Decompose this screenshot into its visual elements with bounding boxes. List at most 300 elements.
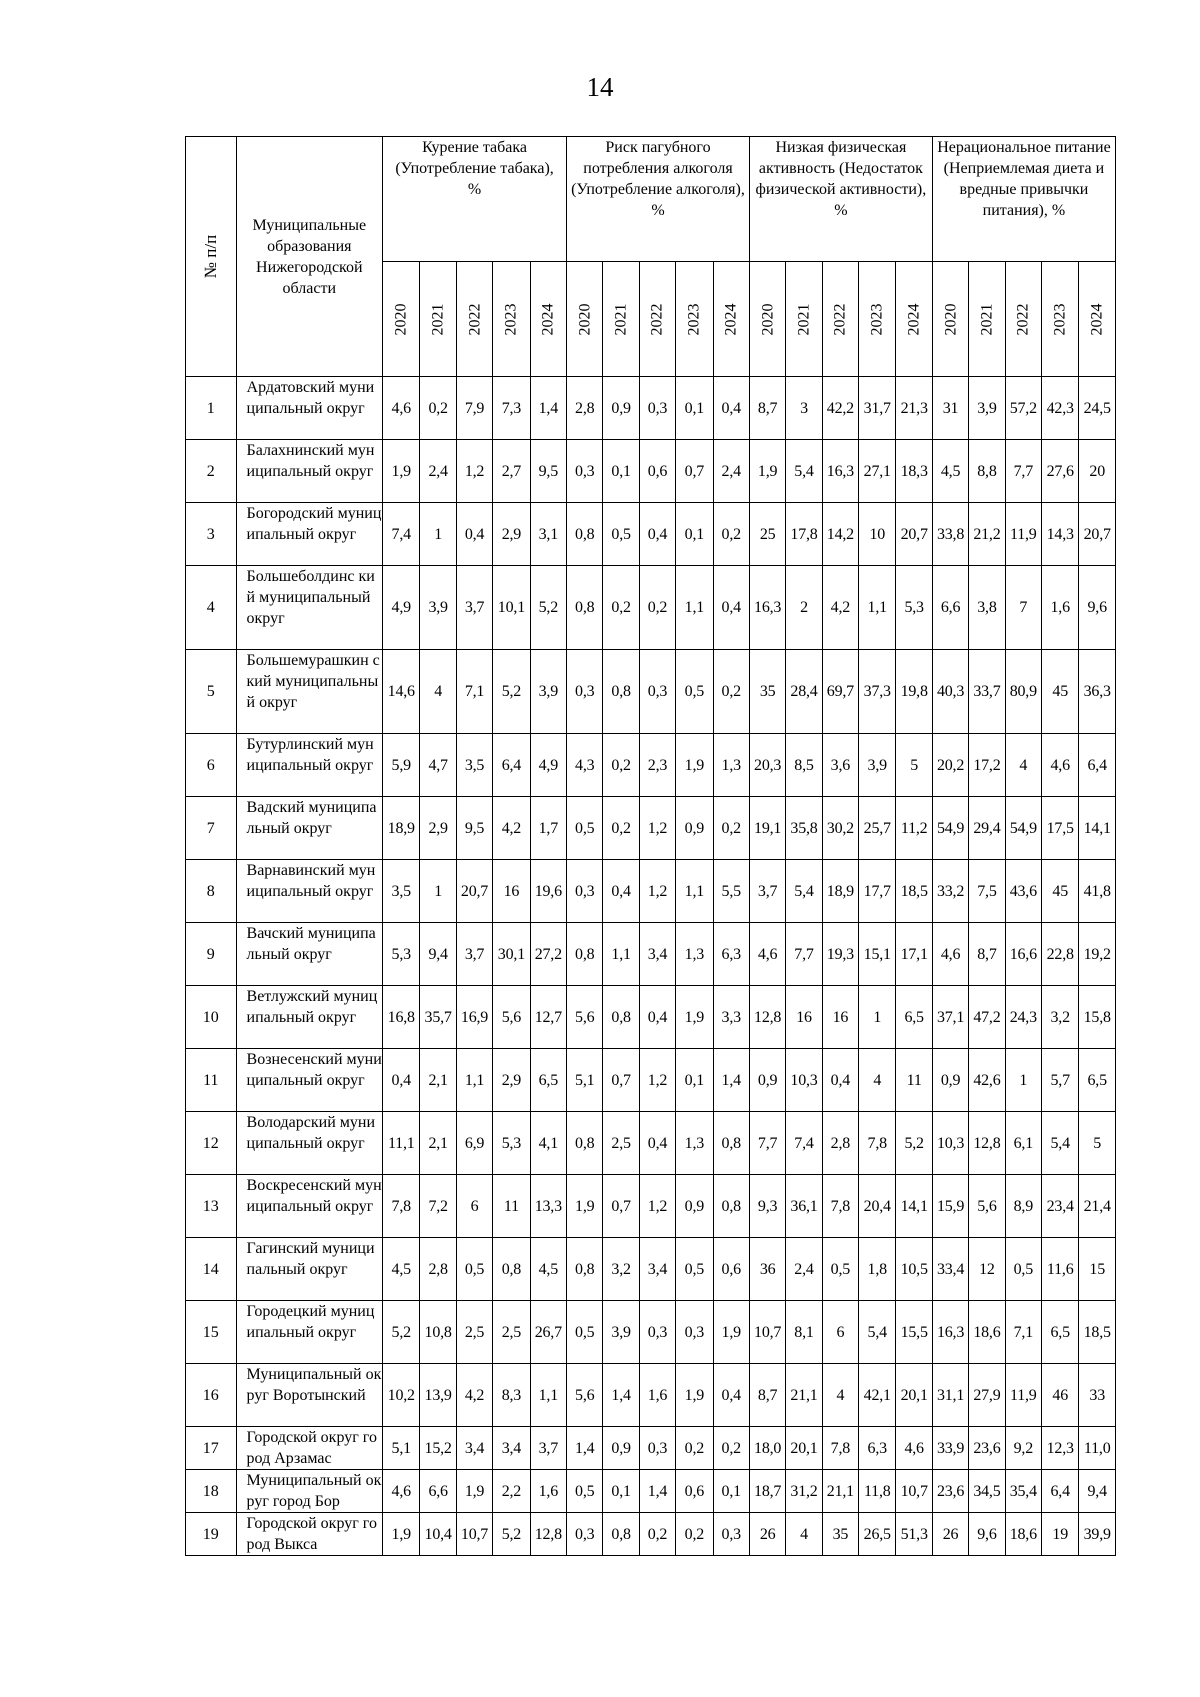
value-cell: 18,9 [822,860,858,923]
value-cell: 10,3 [932,1112,968,1175]
value-cell: 12,8 [530,1513,566,1556]
value-cell: 0,5 [1005,1238,1041,1301]
value-cell: 0,1 [713,1470,749,1513]
value-cell: 0,2 [676,1513,713,1556]
header-num: № п/п [186,137,237,377]
value-cell: 0,1 [676,1049,713,1112]
value-cell: 9,6 [969,1513,1005,1556]
value-cell: 36 [749,1238,785,1301]
value-cell: 1,3 [676,1112,713,1175]
value-cell: 33,8 [932,503,968,566]
header-year: 2024 [713,262,749,377]
value-cell: 29,4 [969,797,1005,860]
value-cell: 10,1 [493,566,530,650]
value-cell: 39,9 [1079,1513,1116,1556]
value-cell: 3,9 [859,734,896,797]
value-cell: 24,3 [1005,986,1041,1049]
value-cell: 12,7 [530,986,566,1049]
value-cell: 14,6 [383,650,420,734]
value-cell: 2,2 [493,1470,530,1513]
value-cell: 47,2 [969,986,1005,1049]
value-cell: 1,9 [676,986,713,1049]
value-cell: 35 [822,1513,858,1556]
value-cell: 5,6 [969,1175,1005,1238]
municipality-name: Володарский муниципальный округ [236,1112,383,1175]
value-cell: 11,6 [1042,1238,1079,1301]
value-cell: 42,3 [1042,377,1079,440]
value-cell: 6,4 [493,734,530,797]
value-cell: 4 [786,1513,822,1556]
row-number: 12 [186,1112,237,1175]
value-cell: 25 [749,503,785,566]
value-cell: 27,1 [859,440,896,503]
value-cell: 5,1 [383,1427,420,1470]
municipality-name: Ардатовский муниципальный округ [236,377,383,440]
row-number: 10 [186,986,237,1049]
value-cell: 1,3 [713,734,749,797]
value-cell: 0,2 [713,797,749,860]
header-year: 2021 [603,262,639,377]
value-cell: 1,9 [383,440,420,503]
table-row [186,797,1116,860]
value-cell: 5,2 [493,650,530,734]
value-cell: 11,2 [896,797,932,860]
value-cell: 3,7 [456,566,492,650]
value-cell: 13,9 [420,1364,456,1427]
header-year: 2022 [639,262,675,377]
value-cell: 6,5 [530,1049,566,1112]
value-cell: 3,5 [383,860,420,923]
value-cell: 0,3 [639,1301,675,1364]
value-cell: 2,4 [786,1238,822,1301]
value-cell: 20,1 [896,1364,932,1427]
value-cell: 6 [822,1301,858,1364]
value-cell: 0,9 [603,1427,639,1470]
value-cell: 1 [420,860,456,923]
table-row [186,860,1116,923]
value-cell: 36,1 [786,1175,822,1238]
value-cell: 45 [1042,650,1079,734]
value-cell: 1,2 [639,1049,675,1112]
row-number: 9 [186,923,237,986]
value-cell: 18,6 [1005,1513,1041,1556]
value-cell: 1,4 [713,1049,749,1112]
value-cell: 0,1 [603,440,639,503]
table-row [186,1513,1116,1556]
value-cell: 4,6 [749,923,785,986]
value-cell: 19,2 [1079,923,1116,986]
municipality-name: Городской округ город Арзамас [236,1427,383,1470]
value-cell: 2,9 [493,1049,530,1112]
value-cell: 5,7 [1042,1049,1079,1112]
value-cell: 1 [420,503,456,566]
value-cell: 0,7 [603,1049,639,1112]
value-cell: 37,1 [932,986,968,1049]
value-cell: 10,7 [896,1470,932,1513]
value-cell: 4,2 [456,1364,492,1427]
value-cell: 10,4 [420,1513,456,1556]
value-cell: 5,3 [493,1112,530,1175]
table-row [186,440,1116,503]
value-cell: 10 [859,503,896,566]
municipality-name: Муниципальный округ город Бор [236,1470,383,1513]
value-cell: 11,1 [383,1112,420,1175]
value-cell: 0,3 [639,1427,675,1470]
value-cell: 23,6 [932,1470,968,1513]
row-number: 1 [186,377,237,440]
value-cell: 6,6 [420,1470,456,1513]
table-row [186,566,1116,650]
value-cell: 2,8 [567,377,603,440]
value-cell: 6,5 [896,986,932,1049]
value-cell: 0,9 [676,797,713,860]
table-row [186,503,1116,566]
value-cell: 8,7 [969,923,1005,986]
value-cell: 4,7 [420,734,456,797]
value-cell: 0,8 [493,1238,530,1301]
header-year: 2024 [530,262,566,377]
value-cell: 6,6 [932,566,968,650]
value-cell: 0,4 [639,1112,675,1175]
value-cell: 8,7 [749,1364,785,1427]
value-cell: 7,1 [456,650,492,734]
value-cell: 2,4 [713,440,749,503]
value-cell: 26 [932,1513,968,1556]
value-cell: 6,5 [1079,1049,1116,1112]
value-cell: 1,2 [639,797,675,860]
value-cell: 16,3 [822,440,858,503]
value-cell: 4,6 [383,1470,420,1513]
value-cell: 8,8 [969,440,1005,503]
value-cell: 11 [493,1175,530,1238]
value-cell: 31,2 [786,1470,822,1513]
value-cell: 0,5 [603,503,639,566]
municipality-name: Муниципальный округ Воротынский [236,1364,383,1427]
value-cell: 9,4 [420,923,456,986]
value-cell: 1,9 [749,440,785,503]
value-cell: 10,3 [786,1049,822,1112]
value-cell: 15,5 [896,1301,932,1364]
value-cell: 10,2 [383,1364,420,1427]
header-year: 2020 [932,262,968,377]
value-cell: 2,4 [420,440,456,503]
value-cell: 20,1 [786,1427,822,1470]
header-year: 2021 [420,262,456,377]
value-cell: 3,9 [530,650,566,734]
municipality-name: Вачский муниципальный округ [236,923,383,986]
value-cell: 7,7 [749,1112,785,1175]
value-cell: 18,0 [749,1427,785,1470]
value-cell: 0,2 [713,650,749,734]
value-cell: 23,4 [1042,1175,1079,1238]
value-cell: 26,5 [859,1513,896,1556]
value-cell: 2,7 [493,440,530,503]
value-cell: 3,5 [456,734,492,797]
value-cell: 57,2 [1005,377,1041,440]
value-cell: 15,8 [1079,986,1116,1049]
value-cell: 2,8 [822,1112,858,1175]
header-year: 2023 [859,262,896,377]
value-cell: 35,7 [420,986,456,1049]
header-year: 2021 [969,262,1005,377]
value-cell: 0,2 [676,1427,713,1470]
value-cell: 6,5 [1042,1301,1079,1364]
value-cell: 17,7 [859,860,896,923]
value-cell: 3 [786,377,822,440]
value-cell: 18,5 [1079,1301,1116,1364]
value-cell: 0,1 [603,1470,639,1513]
value-cell: 0,8 [567,566,603,650]
value-cell: 5,1 [567,1049,603,1112]
value-cell: 12 [969,1238,1005,1301]
value-cell: 16,9 [456,986,492,1049]
value-cell: 0,9 [676,1175,713,1238]
table-row [186,650,1116,734]
value-cell: 5 [1079,1112,1116,1175]
row-number: 11 [186,1049,237,1112]
municipality-name: Вадский муниципальный округ [236,797,383,860]
value-cell: 31,1 [932,1364,968,1427]
value-cell: 8,7 [749,377,785,440]
table-row [186,1427,1116,1470]
row-number: 18 [186,1470,237,1513]
value-cell: 16,3 [749,566,785,650]
value-cell: 8,9 [1005,1175,1041,1238]
value-cell: 0,3 [567,860,603,923]
value-cell: 1,4 [603,1364,639,1427]
value-cell: 2,5 [493,1301,530,1364]
value-cell: 14,1 [1079,797,1116,860]
table-row [186,1175,1116,1238]
value-cell: 16 [786,986,822,1049]
value-cell: 2,3 [639,734,675,797]
value-cell: 16,8 [383,986,420,1049]
value-cell: 5,2 [383,1301,420,1364]
value-cell: 20,7 [456,860,492,923]
value-cell: 20,7 [896,503,932,566]
value-cell: 35 [749,650,785,734]
value-cell: 3,7 [749,860,785,923]
value-cell: 1,6 [1042,566,1079,650]
value-cell: 21,2 [969,503,1005,566]
value-cell: 4,2 [493,797,530,860]
value-cell: 17,2 [969,734,1005,797]
page-number: 14 [586,72,614,102]
value-cell: 0,3 [639,377,675,440]
value-cell: 0,8 [567,1112,603,1175]
value-cell: 17,5 [1042,797,1079,860]
value-cell: 1,8 [859,1238,896,1301]
value-cell: 0,5 [676,1238,713,1301]
value-cell: 7,7 [1005,440,1041,503]
value-cell: 0,4 [603,860,639,923]
table-row [186,923,1116,986]
value-cell: 2,9 [420,797,456,860]
table-row [186,1364,1116,1427]
value-cell: 15,2 [420,1427,456,1470]
value-cell: 2 [786,566,822,650]
value-cell: 33,4 [932,1238,968,1301]
value-cell: 33,7 [969,650,1005,734]
value-cell: 7,5 [969,860,1005,923]
value-cell: 4,6 [896,1427,932,1470]
value-cell: 31 [932,377,968,440]
value-cell: 11 [896,1049,932,1112]
value-cell: 25,7 [859,797,896,860]
value-cell: 17,1 [896,923,932,986]
value-cell: 5,3 [896,566,932,650]
value-cell: 0,5 [567,1470,603,1513]
value-cell: 33,2 [932,860,968,923]
municipality-name: Балахнинский муниципальный округ [236,440,383,503]
value-cell: 0,9 [749,1049,785,1112]
header-group-3: Низкая физическая активность (Недостаток физической активности), % [749,137,932,262]
table-header-row [186,137,1116,262]
municipality-name: Варнавинский муниципальный округ [236,860,383,923]
value-cell: 1,2 [639,1175,675,1238]
value-cell: 54,9 [1005,797,1041,860]
row-number: 5 [186,650,237,734]
value-cell: 5,6 [493,986,530,1049]
municipality-name: Богородский муниципальный округ [236,503,383,566]
value-cell: 0,4 [713,566,749,650]
value-cell: 1,6 [639,1364,675,1427]
value-cell: 80,9 [1005,650,1041,734]
value-cell: 17,8 [786,503,822,566]
value-cell: 9,4 [1079,1470,1116,1513]
value-cell: 1,6 [530,1470,566,1513]
value-cell: 2,1 [420,1112,456,1175]
value-cell: 0,8 [567,923,603,986]
value-cell: 0,5 [567,1301,603,1364]
table-row [186,734,1116,797]
value-cell: 8,3 [493,1364,530,1427]
value-cell: 5,4 [786,860,822,923]
header-year: 2021 [786,262,822,377]
header-year: 2020 [383,262,420,377]
value-cell: 4 [420,650,456,734]
value-cell: 14,2 [822,503,858,566]
value-cell: 16 [493,860,530,923]
value-cell: 0,4 [639,503,675,566]
value-cell: 7,8 [383,1175,420,1238]
value-cell: 1,4 [567,1427,603,1470]
value-cell: 20,2 [932,734,968,797]
value-cell: 2,9 [493,503,530,566]
value-cell: 10,8 [420,1301,456,1364]
value-cell: 0,4 [713,1364,749,1427]
value-cell: 9,5 [530,440,566,503]
value-cell: 20,3 [749,734,785,797]
value-cell: 1,1 [859,566,896,650]
value-cell: 4,5 [383,1238,420,1301]
value-cell: 6,3 [713,923,749,986]
value-cell: 3,9 [420,566,456,650]
value-cell: 5,3 [383,923,420,986]
value-cell: 42,2 [822,377,858,440]
value-cell: 4,5 [530,1238,566,1301]
value-cell: 0,2 [713,503,749,566]
value-cell: 6,4 [1042,1470,1079,1513]
value-cell: 4 [1005,734,1041,797]
header-year: 2024 [1079,262,1116,377]
value-cell: 7,8 [822,1427,858,1470]
municipality-name: Городецкий муниципальный округ [236,1301,383,1364]
header-year: 2023 [1042,262,1079,377]
value-cell: 0,4 [713,377,749,440]
value-cell: 24,5 [1079,377,1116,440]
value-cell: 7,3 [493,377,530,440]
value-cell: 18,6 [969,1301,1005,1364]
row-number: 6 [186,734,237,797]
value-cell: 6,4 [1079,734,1116,797]
value-cell: 1 [1005,1049,1041,1112]
value-cell: 3,7 [530,1427,566,1470]
value-cell: 7,9 [456,377,492,440]
value-cell: 27,6 [1042,440,1079,503]
value-cell: 5,9 [383,734,420,797]
value-cell: 0,6 [713,1238,749,1301]
municipality-name: Ветлужский муниципальный округ [236,986,383,1049]
value-cell: 45 [1042,860,1079,923]
value-cell: 10,5 [896,1238,932,1301]
value-cell: 1,3 [676,923,713,986]
value-cell: 9,5 [456,797,492,860]
table-row [186,1112,1116,1175]
value-cell: 5,6 [567,986,603,1049]
value-cell: 0,6 [639,440,675,503]
value-cell: 0,4 [456,503,492,566]
table-row [186,377,1116,440]
value-cell: 5,4 [1042,1112,1079,1175]
value-cell: 8,5 [786,734,822,797]
value-cell: 0,1 [676,377,713,440]
value-cell: 0,4 [822,1049,858,1112]
value-cell: 7,8 [822,1175,858,1238]
value-cell: 21,1 [786,1364,822,1427]
value-cell: 7,4 [786,1112,822,1175]
value-cell: 5,2 [896,1112,932,1175]
municipality-name: Гагинский муниципальный округ [236,1238,383,1301]
value-cell: 9,2 [1005,1427,1041,1470]
value-cell: 3,2 [603,1238,639,1301]
value-cell: 15,9 [932,1175,968,1238]
municipality-name: Большемурашкин ский муниципальный округ [236,650,383,734]
header-group-4: Нерациональное питание (Неприемлемая диета и вредные привычки питания), % [932,137,1115,262]
value-cell: 5,2 [530,566,566,650]
value-cell: 26,7 [530,1301,566,1364]
value-cell: 6 [456,1175,492,1238]
value-cell: 0,8 [603,1513,639,1556]
value-cell: 33,9 [932,1427,968,1470]
header-year: 2023 [676,262,713,377]
value-cell: 11,0 [1079,1427,1116,1470]
row-number: 2 [186,440,237,503]
value-cell: 13,3 [530,1175,566,1238]
value-cell: 7,1 [1005,1301,1041,1364]
value-cell: 0,8 [713,1112,749,1175]
value-cell: 5,2 [493,1513,530,1556]
value-cell: 1 [859,986,896,1049]
value-cell: 6,9 [456,1112,492,1175]
value-cell: 5,5 [713,860,749,923]
value-cell: 0,5 [456,1238,492,1301]
value-cell: 1,9 [713,1301,749,1364]
header-year: 2022 [456,262,492,377]
value-cell: 1,7 [530,797,566,860]
value-cell: 19,1 [749,797,785,860]
value-cell: 69,7 [822,650,858,734]
